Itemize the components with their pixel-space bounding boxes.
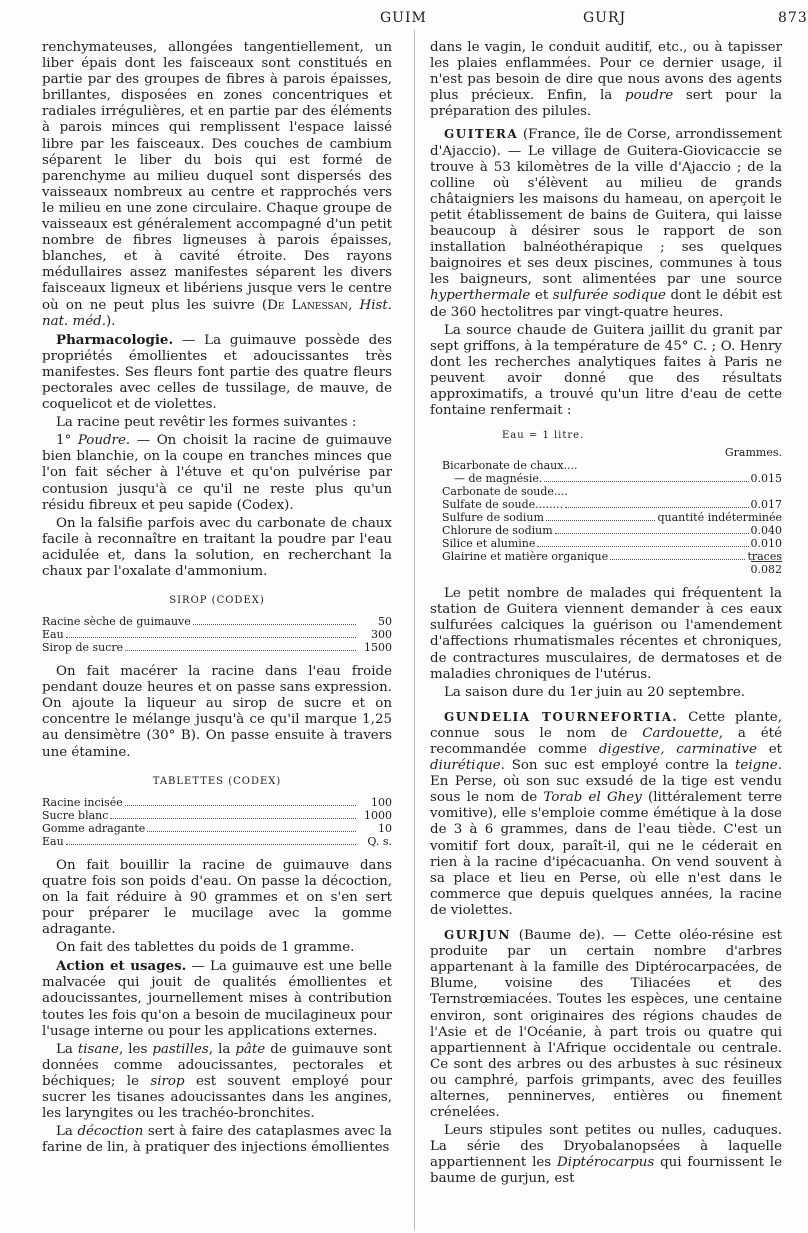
paragraph-macerer: On fait macérer la racine dans l'eau froide pendant douze heures et on passe sans expression. On ajoute la liqueur au sirop de sucre et on concentre le mélange jusqu'à ce qu'il marque 1,25 au densimètre (30° B). On passe ensuite à travers une étamine. <box>42 664 392 760</box>
table-row: Sucre blanc 1000 <box>42 808 392 822</box>
table-row: — de magnésie. 0.015 <box>454 472 782 486</box>
table-caption: Eau = 1 litre. <box>502 430 585 442</box>
table-row: Eau 300 <box>42 628 392 642</box>
running-head-right: GURJ <box>583 10 627 26</box>
table-row: Eau Q. s. <box>42 834 392 848</box>
paragraph-continuation: renchymateuses, allongées tangentiellement, un liber épais dont les faisceaux sont constitués en partie par des groupes de fibres à parois épaisses, brillantes, disposées en zones concentriques et radiales irrégulières, et en partie par des éléments à parois minces qui remplissent l'espace laissé libre par les faisceaux. Des couches de cambium séparent le liber du bois qui est formé de parenchyme au milieu duquel sont dispersés des vaisseaux nombreux au centre et rapprochés vers le milieu en une zone circulaire. Chaque groupe de vaisseaux est généralement accompagné d'un petit nombre de fibres ligneuses à parois épaisses, blanches, et à cavité étroite. Des rayons médullaires assez manifestes séparent les divers faisceaux ligneux et libériens jusque vers le centre où on ne peut plus les suivre (De Lanessan, Hist. nat. méd.). <box>42 40 393 329</box>
running-head-left: GUIM <box>380 10 427 26</box>
left-column <box>42 40 392 1158</box>
section-heading-pharmacologie: Pharmacologie. <box>56 331 174 348</box>
paragraph-decoction: La décoction sert à faire des cataplasmes avec la farine de lin, à pratiquer des injections émollientes <box>42 1124 392 1156</box>
column-divider <box>414 30 415 1230</box>
entry-gundelia: GUNDELIA TOURNEFORTIA. Cette plante, connue sous le nom de Cardouette, a été recommandée comme digestive, carminative et diurétique. Son suc est employé contre la teigne. En Perse, où son suc exsudé de la tige est vendu sous le nom de Torab el Ghey (littéralement terre vomitive), elle s'emploie comme émétique à la dose de 3 à 6 grammes, dans de l'eau tiède. C'est un vomitif fort doux, paraît-il, qui ne le céderait en rien à la racine d'ipécacuanha. On vend souvent à sa place et lieu en Perse, où elle n'est dans le commerce que depuis quelques années, la racine de violettes. <box>430 709 783 918</box>
table-row: Racine sèche de guimauve 50 <box>42 615 392 629</box>
table-unit-header: Grammes. <box>724 446 782 460</box>
right-column <box>430 40 782 1190</box>
entry-guitera: GUITERA (France, île de Corse, arrondissement d'Ajaccio). — Le village de Guitera-Giovicaccie se trouve à 53 kilomètres de la ville d'Ajaccio ; de la colline où s'élèvent au milieu de grands châtaigniers les maisons du hameau, on aperçoit le petit établissement de bains de Guitera, qui laisse beaucoup à désirer sous le rapport de son installation balnéothérapique ; ses quelques baignoires et ses deux piscines, communes à tous les baigneurs, sont alimentées par une source hyperthermale et sulfurée sodique dont le débit est de 360 hectolitres par vingt-quatre heures. <box>430 127 782 320</box>
recipe-table-tablettes <box>42 775 392 848</box>
paragraph-bouillir: On fait bouillir la racine de guimauve dans quatre fois son poids d'eau. On passe la décoction, on la fait réduire à 90 grammes et on s'en sert pour préparer le mucilage avec la gomme adragante. <box>42 857 392 938</box>
entry-heading-gurjun: GURJUN <box>444 928 511 943</box>
table-row: Gomme adragante 10 <box>42 821 392 835</box>
analysis-table <box>430 429 782 576</box>
table-caption: SIROP (CODEX) <box>169 595 265 607</box>
page-number: 873 <box>778 10 808 26</box>
entry-heading-guitera: GUITERA <box>444 127 519 142</box>
recipe-table-sirop <box>42 594 392 654</box>
table-row: Bicarbonate de chaux.... <box>442 459 578 473</box>
paragraph-action: Action et usages. — La guimauve est une belle malvacée qui jouit de qualités émollientes et adoucissantes, journellement mises à contribution toutes les fois qu'on a besoin de mucilagineux pour l'usage interne ou pour les applications externes. <box>42 958 393 1039</box>
table-row: Sulfate de soude........ 0.017 <box>442 498 782 512</box>
table-row: Chlorure de sodium 0.040 <box>442 524 782 538</box>
paragraph-falsifie: On la falsifie parfois avec du carbonate de chaux facile à reconnaître en traitant la poudre par l'eau acidulée et, dans la solution, en recherchant la chaux par l'oxalate d'ammonium. <box>42 515 392 579</box>
paragraph-pharmacologie: Pharmacologie. — La guimauve possède des propriétés émollientes et adoucissantes très manifestes. Ses fleurs font partie des quatre fleurs pectorales avec celles de tussilage, de mauve, de coquelicot et de violettes. <box>42 331 392 413</box>
paragraph-stipules: Leurs stipules sont petites ou nulles, caduques. La série des Dryobalanopsées à laquelle appartiennent les Diptérocarpus qui fournissent le baume de gurjun, est <box>430 1123 782 1187</box>
paragraph-continuation: dans le vagin, le conduit auditif, etc., ou à tapisser les plaies enflammées. Pour ce dernier usage, il n'est pas besoin de dire que nous avons des agents plus précieux. Enfin, la poudre sert pour la préparation des pilules. <box>430 40 783 120</box>
entry-gurjun: GURJUN (Baume de). — Cette oléo-résine est produite par un certain nombre d'arbres appartenant à la famille des Diptérocarpacées, de Blume, voisine des Tiliacées et des Ternstrœmiacées. Toutes les espèces, une centaine environ, sont originaires des régions chaudes de l'Asie et de l'Océanie, à part trois ou quatre qui appartiennent à l'Afrique occidentale ou centrale. Ce sont des arbres ou des arbustes à suc résineux ou camphré, parfois grimpants, avec des feuilles alternes, penninerves, entières ou finement crénelées. <box>430 928 782 1121</box>
paragraph-racine: La racine peut revêtir les formes suivantes : <box>56 415 357 431</box>
paragraph-source: La source chaude de Guitera jaillit du granit par sept griffons, à la température de 45° C. ; O. Henry dont les recherches analytiques faites à Paris ne peuvent avoir donné que des résultats approximatifs, a trouvé qu'un litre d'eau de cette fontaine renfermait : <box>430 322 782 419</box>
table-row: Carbonate de soude.... <box>442 485 568 499</box>
paragraph-tablettes: On fait des tablettes du poids de 1 gramme. <box>56 940 355 956</box>
table-row: Glairine et matière organique traces <box>442 550 782 564</box>
table-caption: TABLETTES (CODEX) <box>152 775 282 787</box>
table-row: Sirop de sucre 1500 <box>42 641 392 655</box>
table-row: Silice et alumine 0.010 <box>442 537 782 551</box>
paragraph-tisane: La tisane, les pastilles, la pâte de guimauve sont données comme adoucissantes, pectorales et béchiques; le sirop est souvent employé pour sucrer les tisanes adoucissantes dans les angines, les laryngites ou les trachéo-bronchites. <box>42 1041 392 1122</box>
table-total: 0.082 <box>750 563 782 577</box>
entry-heading-gundelia: GUNDELIA TOURNEFORTIA. <box>444 709 679 724</box>
section-heading-action: Action et usages. <box>56 958 187 975</box>
table-row: Racine incisée 100 <box>42 795 392 809</box>
table-row: Sulfure de sodium quantité indéterminée <box>442 511 782 525</box>
paragraph-malades: Le petit nombre de malades qui fréquentent la station de Guitera viennent demander à ces eaux sulfurées calciques la guérison ou l'amendement d'affections rhumatismales récentes et chroniques, de contractures musculaires, de dermatoses et de maladies chroniques de l'utérus. <box>430 586 782 682</box>
paragraph-poudre: 1° Poudre. — On choisit la racine de guimauve bien blanchie, on la coupe en tranches minces que l'on fait sécher à l'étuve et qu'on pulvérise par contusion jusqu'à ce qu'il ne reste plus qu'un résidu fibreux et peu sapide (Codex). <box>42 433 392 513</box>
paragraph-saison: La saison dure du 1er juin au 20 septembre. <box>444 684 746 700</box>
